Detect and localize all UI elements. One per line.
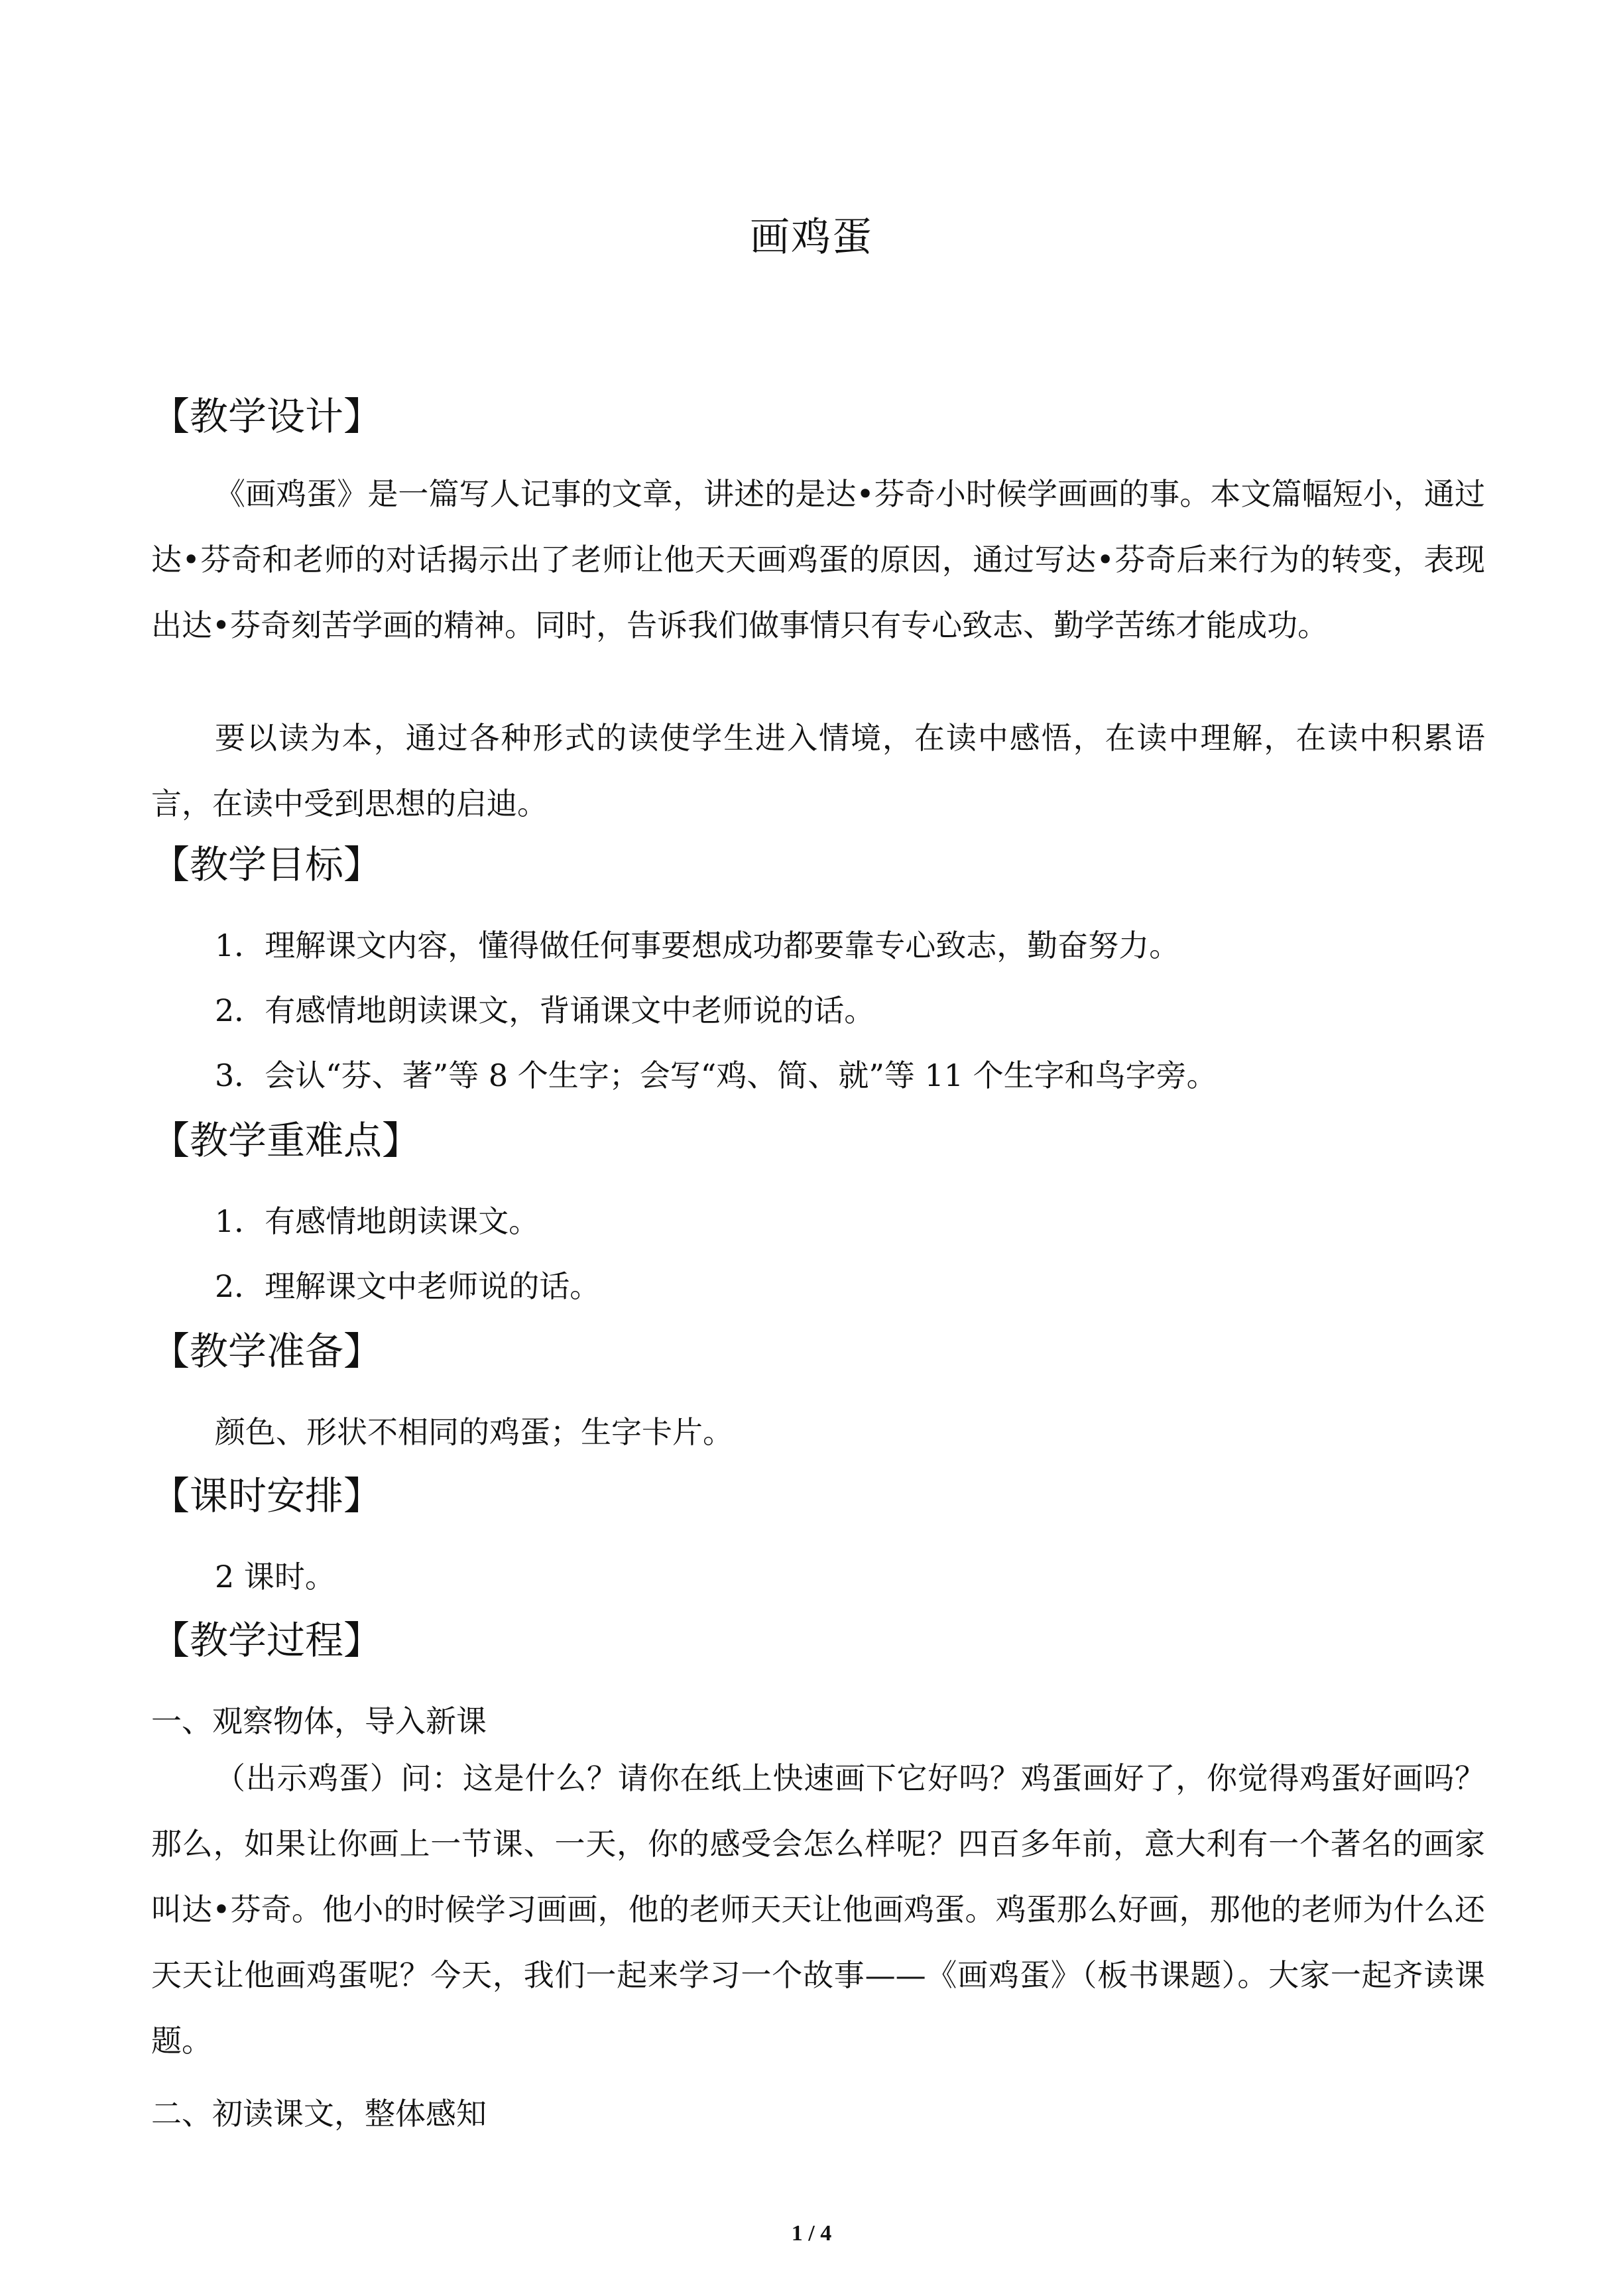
heading-schedule: 【课时安排】 [151, 1473, 383, 1518]
goal-item-1: 1．理解课文内容，懂得做任何事要想成功都要靠专心致志，勤奋努力。 [215, 928, 1180, 963]
goal-item-3: 3．会认“芬、著”等 8 个生字；会写“鸡、简、就”等 11 个生字和鸟字旁。 [215, 1057, 1217, 1093]
heading-preparation: 【教学准备】 [151, 1329, 383, 1374]
heading-teaching-process: 【教学过程】 [151, 1618, 383, 1663]
design-paragraph-2: 要以读为本，通过各种形式的读使学生进入情境，在读中感悟，在读中理解，在读中积累语言，在读中受到思想的启迪。 [151, 720, 1485, 821]
document-title: 画鸡蛋 [750, 214, 873, 261]
design-paragraph-1: 《画鸡蛋》是一篇写人记事的文章，讲述的是达•芬奇小时候学画画的事。本文篇幅短小，通过达•芬奇和老师的对话揭示出了老师让他天天画鸡蛋的原因，通过写达•芬奇后来行为的转变，表现出达•芬奇刻苦学画的精神。同时，告诉我们做事情只有专心致志、勤学苦练才能成功。 [151, 476, 1485, 643]
process-step-1-title: 一、观察物体，导入新课 [151, 1703, 487, 1739]
schedule-text: 2 课时。 [215, 1559, 335, 1595]
goal-item-2: 2．有感情地朗读课文，背诵课文中老师说的话。 [215, 993, 875, 1028]
heading-key-points: 【教学重难点】 [151, 1118, 421, 1163]
page-number: 1 / 4 [791, 2221, 832, 2246]
process-step-2-title: 二、初读课文，整体感知 [151, 2096, 487, 2132]
heading-teaching-goals: 【教学目标】 [151, 842, 383, 887]
preparation-text: 颜色、形状不相同的鸡蛋；生字卡片。 [215, 1414, 733, 1450]
process-step-1-text: （出示鸡蛋）问：这是什么？请你在纸上快速画下它好吗？鸡蛋画好了，你觉得鸡蛋好画吗？那么，如果让你画上一节课、一天，你的感受会怎么样呢？四百多年前，意大利有一个著名的画家叫达•芬奇。他小的时候学习画画，他的老师天天让他画鸡蛋。鸡蛋那么好画，那他的老师为什么还天天让他画鸡蛋呢？今天，我们一起来学习一个故事——《画鸡蛋》（板书课题）。大家一起齐读课题。 [151, 1760, 1485, 2059]
key-point-item-2: 2．理解课文中老师说的话。 [215, 1268, 601, 1304]
key-point-item-1: 1．有感情地朗读课文。 [215, 1203, 540, 1239]
heading-teaching-design: 【教学设计】 [151, 394, 383, 439]
